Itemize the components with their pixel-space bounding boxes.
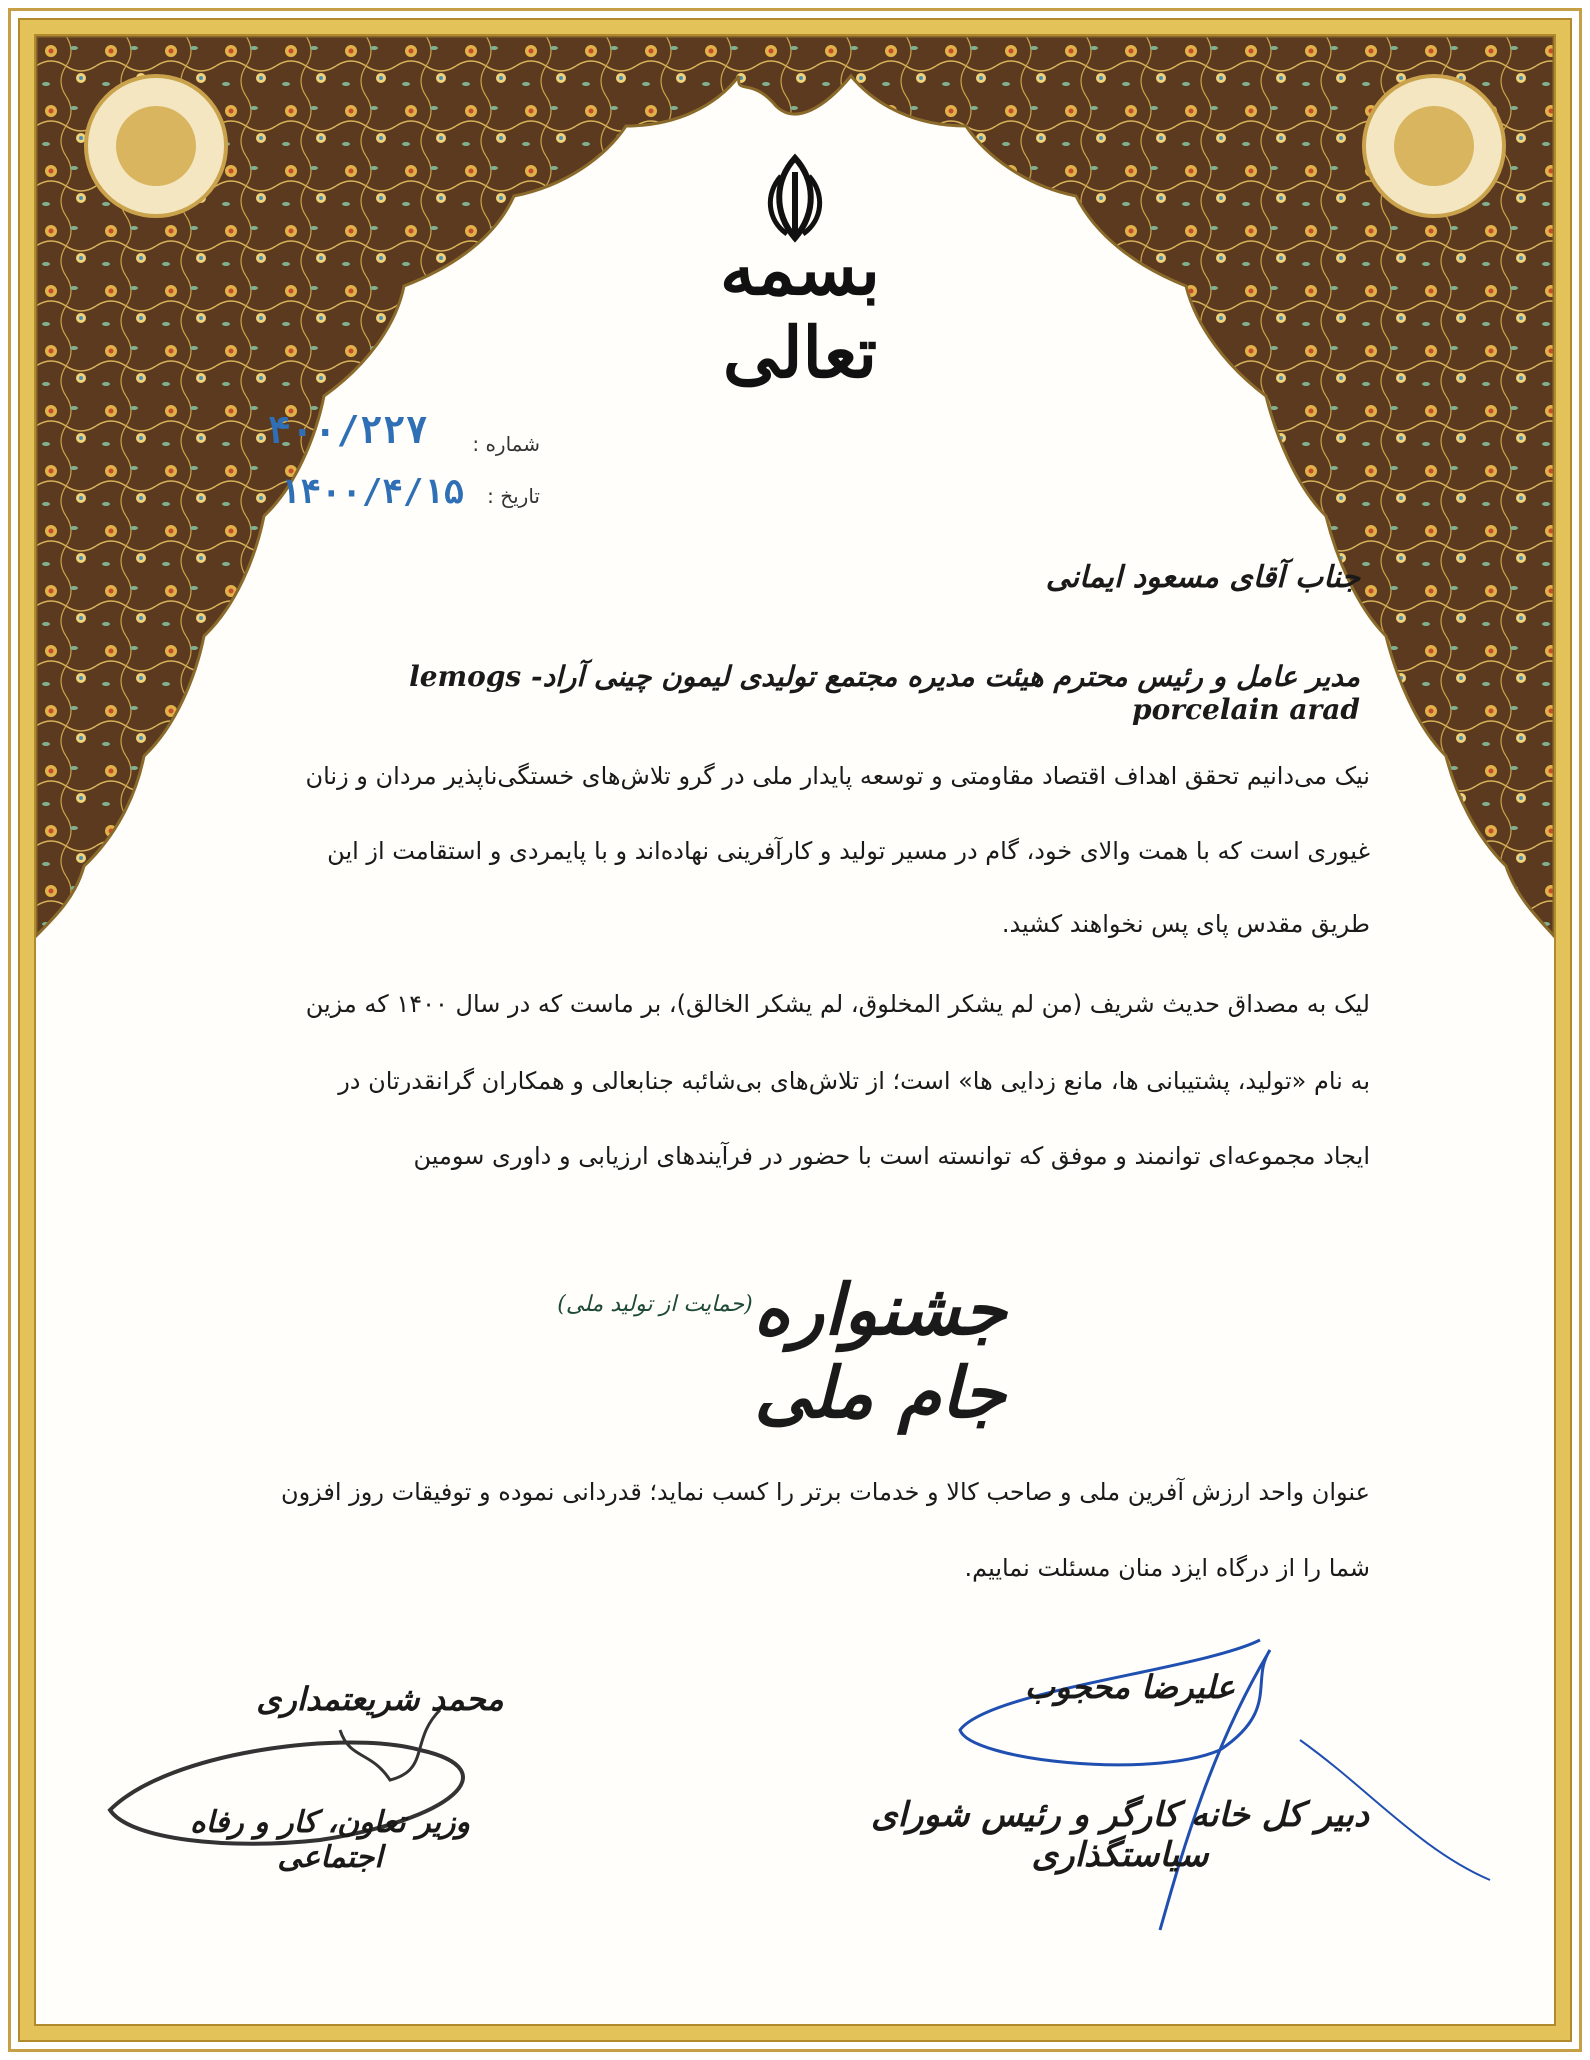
addressee-name: جناب آقای مسعود ایمانی	[1045, 560, 1360, 595]
number-label: شماره :	[472, 432, 540, 456]
left-signer-title: وزیر تعاون، کار و رفاه اجتماعی	[190, 1805, 470, 1875]
body-line: عنوان واحد ارزش آفرین ملی و صاحب کالا و خدمات برتر را کسب نماید؛ قدردانی نموده و توفیقات روز افزون	[280, 1478, 1370, 1506]
body-line: غیوری است که با همت والای خود، گام در مسیر تولید و کارآفرینی نهاده‌اند و با پایمردی و استقامت از این	[327, 837, 1370, 865]
date-label: تاریخ :	[487, 484, 540, 508]
left-signer-name: محمد شریعتمداری	[256, 1680, 504, 1718]
number-stamp: ۴۰۰/۲۲۷	[268, 408, 429, 452]
body-line: شما را از درگاه ایزد منان مسئلت نماییم.	[964, 1554, 1370, 1582]
body-line: لیک به مصداق حدیث شریف (من لم یشکر المخلوق، لم یشکر الخالق)، بر ماست که در سال ۱۴۰۰ که مزین	[305, 990, 1370, 1018]
right-signer-name: علیرضا محجوب	[1024, 1668, 1236, 1706]
body-line: نیک می‌دانیم تحقق اهداف اقتصاد مقاومتی و توسعه پایدار ملی در گرو تلاش‌های خستگی‌ناپذیر مردان و زنان	[305, 762, 1370, 790]
body-line: طریق مقدس پای پس نخواهند کشید.	[1001, 910, 1370, 938]
body-line: ایجاد مجموعه‌ای توانمند و موفق که توانسته است با حضور در فرآیندهای ارزیابی و داوری سومین	[413, 1142, 1370, 1170]
right-signer-title: دبیر کل خانه کارگر و رئیس شورای سیاستگذاری	[871, 1795, 1369, 1875]
basmala: بسمه تعالی	[720, 228, 880, 394]
body-line: به نام «تولید، پشتیبانی ها، مانع زدایی ها» است؛ از تلاش‌های بی‌شائبه جنابعالی و همکاران گرانقدرتان در	[338, 1067, 1370, 1095]
festival-subtitle: (حمایت از تولید ملی)	[557, 1292, 753, 1317]
date-stamp: ۱۴۰۰/۴/۱۵	[280, 472, 465, 512]
festival-title: جشنواره جام ملی	[753, 1268, 1007, 1434]
addressee-title: مدیر عامل و رئیس محترم هیئت مدیره مجتمع تولیدی لیمون چینی آراد- lemogs porcelain arad	[409, 660, 1360, 726]
